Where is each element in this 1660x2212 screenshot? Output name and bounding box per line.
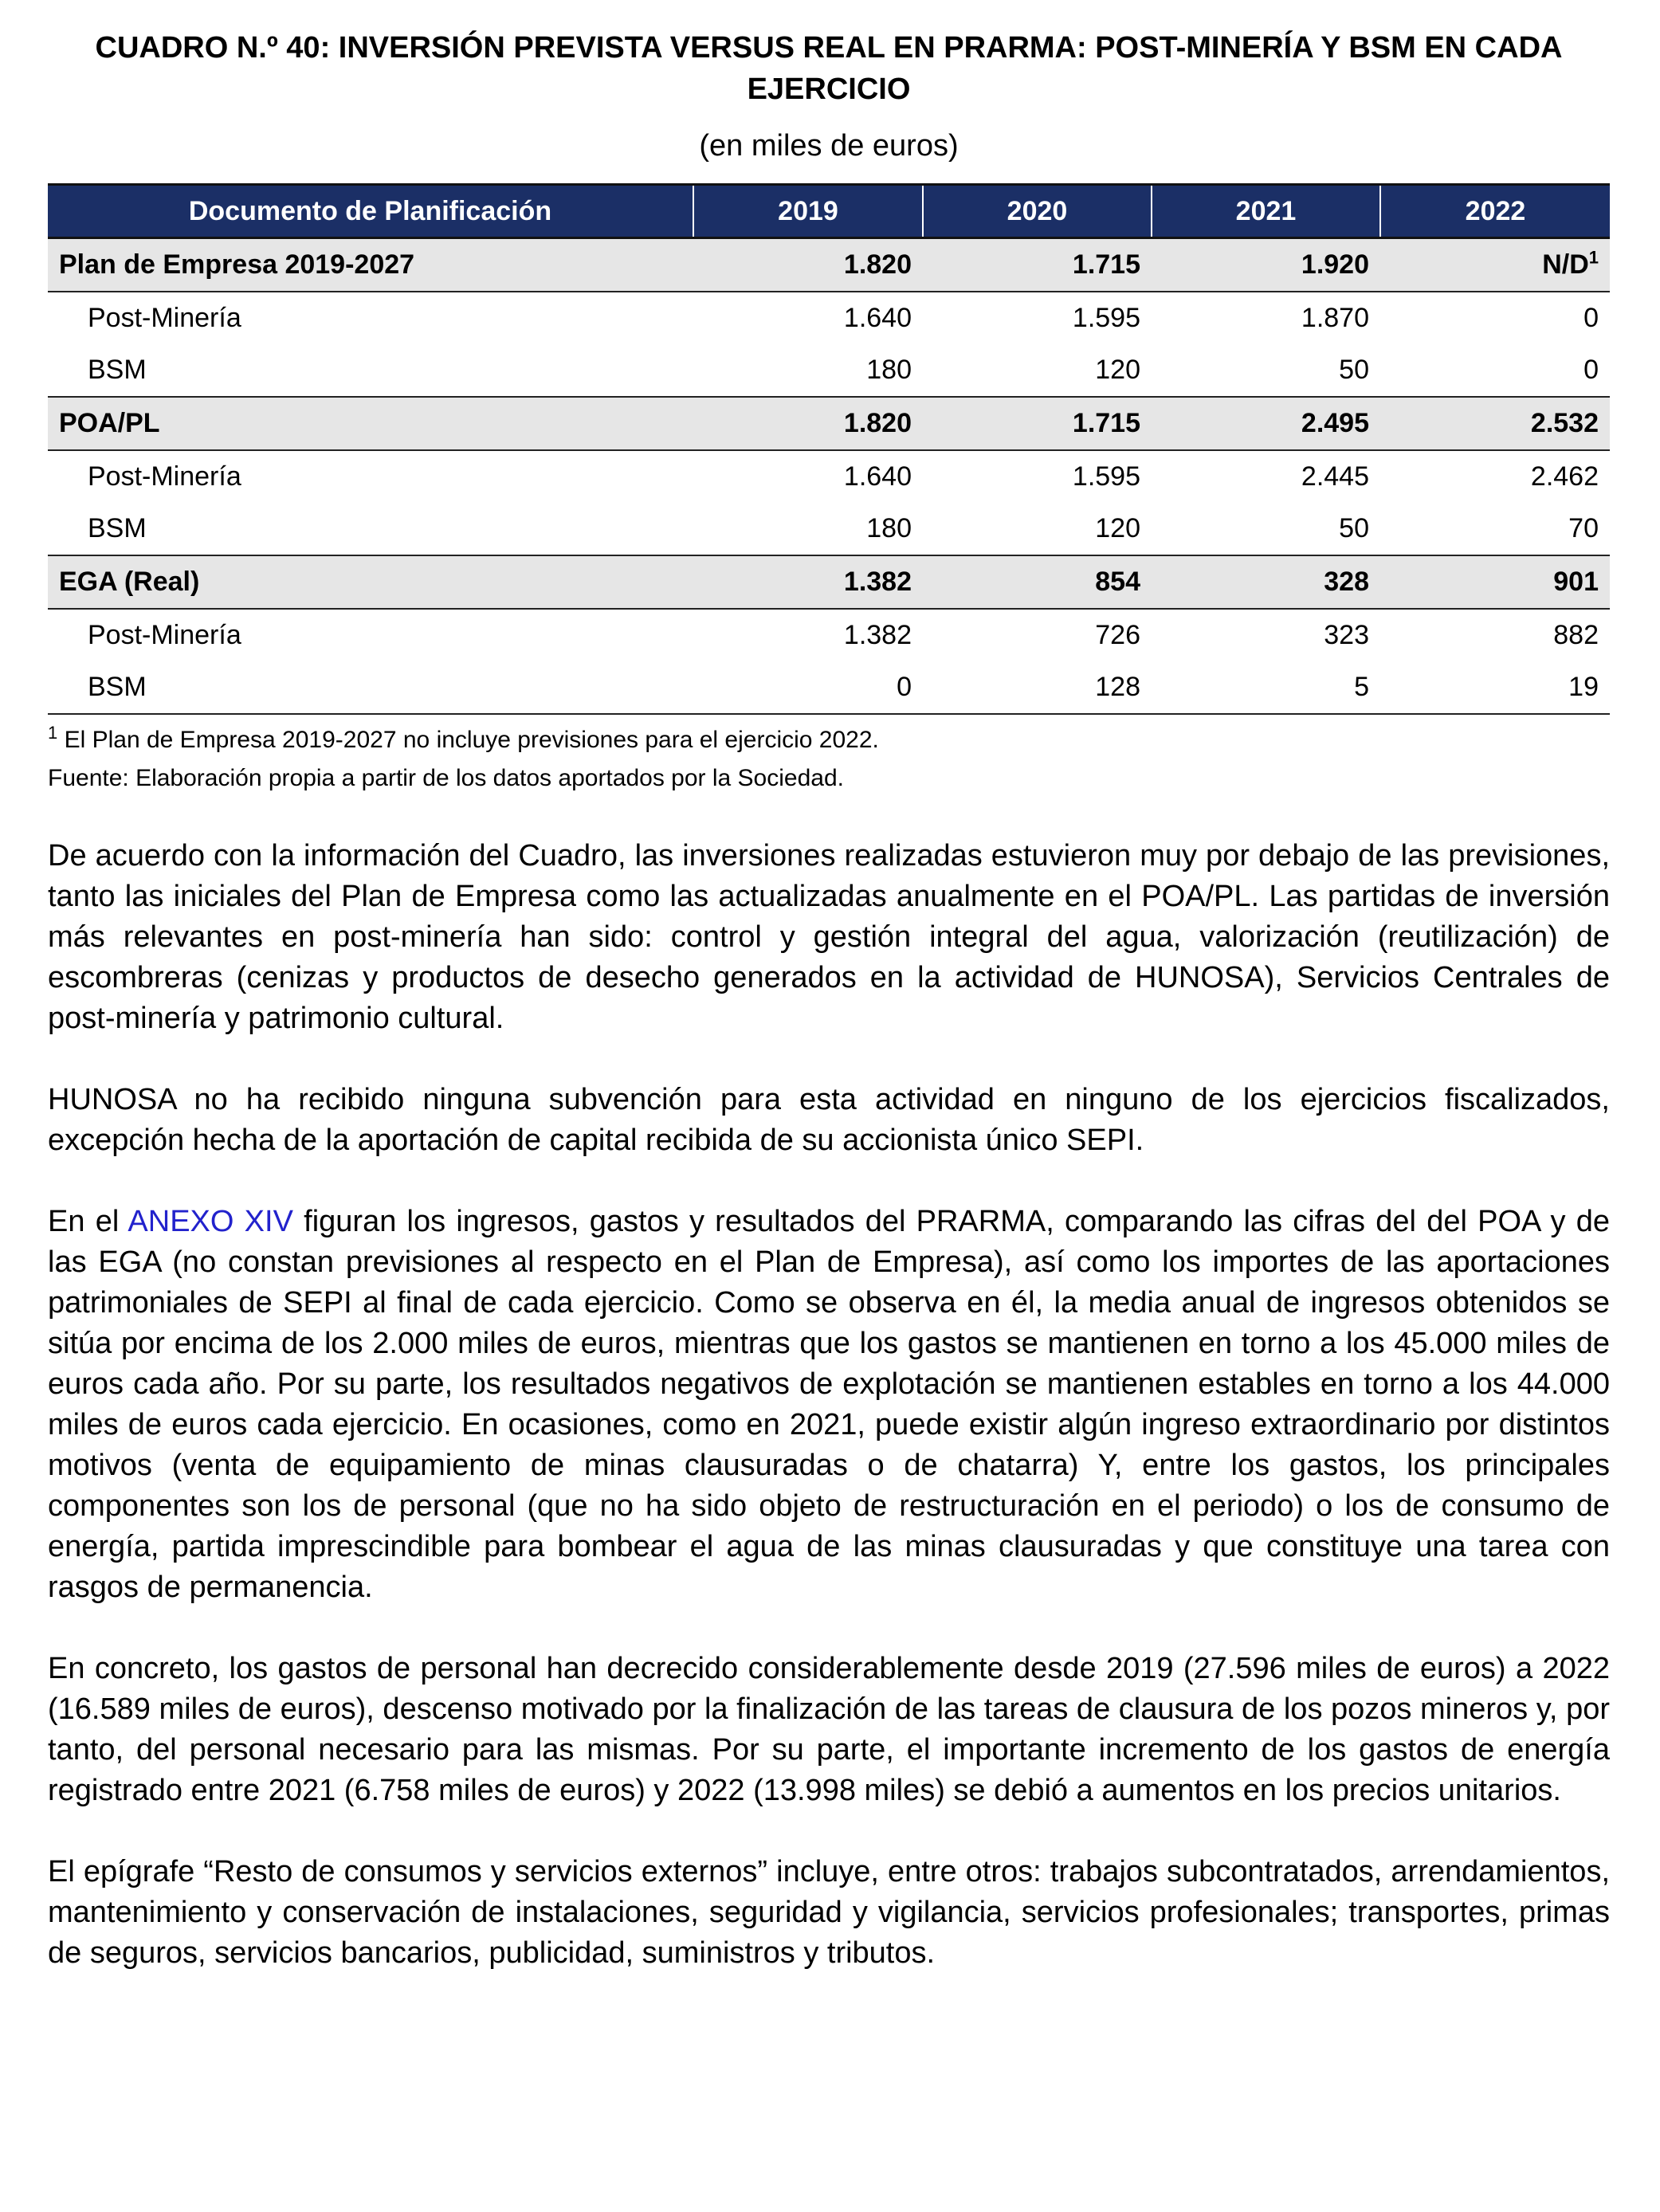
cell-value: 1.640 (843, 461, 912, 492)
cell-value: 1.920 (1152, 238, 1380, 292)
row-label: BSM (88, 355, 147, 385)
cell-value: 0 (1583, 303, 1599, 333)
table-row (48, 661, 1610, 714)
cell-value: 2.445 (1301, 461, 1369, 492)
cell-value: 726 (1095, 620, 1140, 650)
table-row (48, 450, 1610, 503)
table-row (48, 292, 1610, 344)
cell-value: 323 (1324, 620, 1369, 650)
row-label: Post-Minería (88, 461, 241, 492)
body-paragraph: HUNOSA no ha recibido ninguna subvención para esta actividad en ninguno de los ejercicios fiscalizados, excepción hecha de la aportación de capital recibida de su accionista único SEPI. (48, 1083, 1610, 1157)
cell-value: 854 (923, 555, 1152, 609)
cell-value: 19 (1380, 661, 1610, 714)
cell-value: 120 (1095, 513, 1140, 543)
cell-value: 2.532 (1380, 397, 1610, 450)
cell-value: 1.820 (693, 397, 923, 450)
body-paragraph: De acuerdo con la información del Cuadro, las inversiones realizadas estuvieron muy por debajo de las previsiones, tanto las iniciales del Plan de Empresa como las actualizadas anualmente en el POA/PL. Las partidas de inversión más relevantes en post-minería han sido: control y gestión integral del agua, valorización (reutilización) de escombreras (cenizas y productos de desecho generados en la actividad de HUNOSA), Servicios Centrales de post-minería y patrimonio cultural. (48, 839, 1610, 1035)
cell-value: 0 (693, 661, 923, 714)
cell-value: 120 (1095, 355, 1140, 385)
footnote-mark: 1 (48, 723, 58, 743)
cell-value: 1.595 (1072, 461, 1140, 492)
table-group-row (48, 555, 1610, 609)
table-source: Fuente: Elaboración propia a partir de los datos aportados por la Sociedad. (48, 765, 844, 791)
cell-value: 50 (1339, 355, 1369, 385)
cell-value: 5 (1152, 661, 1380, 714)
cell-value: 328 (1152, 555, 1380, 609)
body-paragraph (48, 1202, 1610, 1608)
table-group-row (48, 397, 1610, 450)
header-cell: 2021 (1152, 185, 1380, 238)
paragraph-text: figuran los ingresos, gastos y resultados del PRARMA, comparando las cifras del del POA y de las EGA (no constan previsiones al respecto en el Plan de Empresa), así como los importes de las aportaciones patrimoniales de SEPI al final de cada ejercicio. Como se observa en él, la media anual de ingresos obtenidos se sitúa por encima de los 2.000 miles de euros, mientras que los gastos se mantienen en torno a los 45.000 miles de euros cada año. Por su parte, los resultados negativos de explotación se mantienen estables en torno a los 44.000 miles de euros cada ejercicio. En ocasiones, como en 2021, puede existir algún ingreso extraordinario por distintos motivos (venta de equipamiento de minas clausuradas o de chatarra) Y, entre los gastos, los principales componentes son los de personal (que no ha sido objeto de restructuración en el periodo) o los de consumo de energía, partida imprescindible para bombear el agua de las minas clausuradas y que constituye una tarea con rasgos de permanencia. (48, 1205, 1611, 1604)
footnote-text: El Plan de Empresa 2019-2027 no incluye previsiones para el ejercicio 2022. (57, 727, 879, 753)
cell-value: 1.640 (843, 303, 912, 333)
cell-value: N/D (1542, 249, 1589, 280)
cell-value: 2.462 (1530, 461, 1599, 492)
cell-value: 0 (1583, 355, 1599, 385)
cell-value: 1.382 (843, 620, 912, 650)
cell-value-nd (1380, 238, 1610, 292)
row-label: Post-Minería (88, 303, 241, 333)
table-header-row (48, 185, 1610, 238)
body-paragraph: En concreto, los gastos de personal han decrecido considerablemente desde 2019 (27.596 miles de euros) a 2022 (16.589 miles de euros), descenso motivado por la finalización de las tareas de clausura de los pozos mineros y, por tanto, del personal necesario para las mismas. Por su parte, el importante incremento de los gastos de energía registrado entre 2021 (6.758 miles de euros) y 2022 (13.998 miles) se debió a aumentos en los precios unitarios. (48, 1652, 1610, 1807)
header-cell: 2019 (693, 185, 923, 238)
annex-link[interactable]: ANEXO XIV (128, 1205, 293, 1238)
row-label: EGA (Real) (48, 555, 693, 609)
table-row (48, 503, 1610, 555)
body-paragraph: El epígrafe “Resto de consumos y servicios externos” incluye, entre otros: trabajos subcontratados, arrendamientos, mantenimiento y conservación de instalaciones, seguridad y vigilancia, servicios profesionales; transportes, primas de seguros, servicios bancarios, publicidad, suministros y tributos. (48, 1855, 1610, 1970)
header-cell: Documento de Planificación (48, 185, 693, 238)
row-label: Post-Minería (88, 620, 241, 650)
cell-value: 50 (1339, 513, 1369, 543)
cell-value: 128 (923, 661, 1152, 714)
cell-value: 901 (1380, 555, 1610, 609)
table-group-row (48, 238, 1610, 292)
cell-value: 882 (1553, 620, 1599, 650)
cell-value: 180 (866, 513, 912, 543)
cell-value: 2.495 (1152, 397, 1380, 450)
table-subtitle: (en miles de euros) (699, 129, 959, 163)
row-label: Plan de Empresa 2019-2027 (48, 238, 693, 292)
footnote-ref: 1 (1588, 247, 1599, 268)
table-footnote (48, 724, 1610, 756)
row-label: BSM (48, 661, 693, 714)
cell-value: 1.595 (1072, 303, 1140, 333)
row-label: POA/PL (48, 397, 693, 450)
cell-value: 70 (1568, 513, 1599, 543)
table-row (48, 344, 1610, 397)
header-cell: 2020 (923, 185, 1152, 238)
cell-value: 1.820 (693, 238, 923, 292)
cell-value: 1.715 (923, 238, 1152, 292)
investment-table (48, 183, 1610, 715)
table-row (48, 609, 1610, 661)
document-page (48, 24, 1610, 1974)
cell-value: 1.870 (1301, 303, 1369, 333)
table-title: CUADRO N.º 40: INVERSIÓN PREVISTA VERSUS REAL EN PRARMA: POST-MINERÍA Y BSM EN CADA EJERCICIO (95, 31, 1563, 106)
header-cell: 2022 (1380, 185, 1610, 238)
paragraph-text: En el (48, 1205, 128, 1238)
row-label: BSM (88, 513, 147, 543)
cell-value: 180 (866, 355, 912, 385)
cell-value: 1.382 (693, 555, 923, 609)
cell-value: 1.715 (923, 397, 1152, 450)
